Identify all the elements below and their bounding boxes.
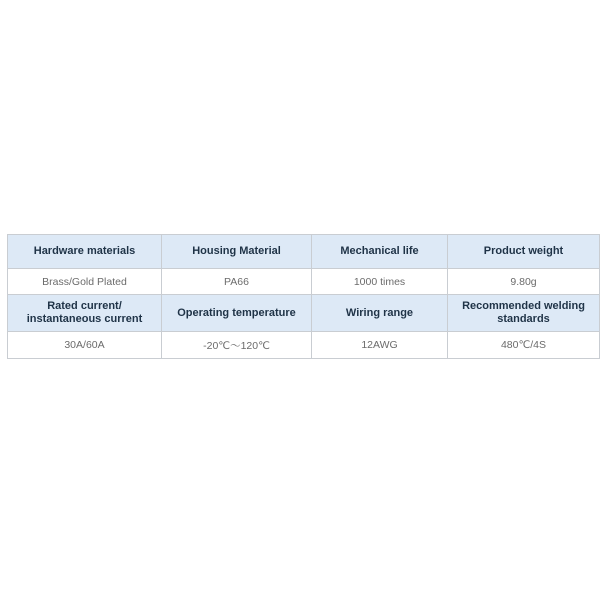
spec-table <box>7 234 600 359</box>
value-cell-hardware-materials: Brass/Gold Plated <box>8 269 162 295</box>
header-cell-welding-standards: Recommended welding standards <box>448 295 600 332</box>
value-cell-rated-current: 30A/60A <box>8 332 162 359</box>
spec-header-row <box>8 235 600 269</box>
value-cell-product-weight: 9.80g <box>448 269 600 295</box>
header-cell-housing-material: Housing Material <box>162 235 312 269</box>
header-cell-operating-temperature: Operating temperature <box>162 295 312 332</box>
value-cell-wiring-range: 12AWG <box>312 332 448 359</box>
value-cell-welding-standards: 480℃/4S <box>448 332 600 359</box>
spec-header-row <box>8 295 600 332</box>
header-cell-wiring-range: Wiring range <box>312 295 448 332</box>
spec-value-row <box>8 269 600 295</box>
header-cell-hardware-materials: Hardware materials <box>8 235 162 269</box>
value-cell-operating-temperature: -20℃～120℃ <box>162 332 312 359</box>
spec-value-row <box>8 332 600 359</box>
value-cell-mechanical-life: 1000 times <box>312 269 448 295</box>
header-cell-rated-current: Rated current/ instantaneous current <box>8 295 162 332</box>
header-cell-product-weight: Product weight <box>448 235 600 269</box>
header-cell-mechanical-life: Mechanical life <box>312 235 448 269</box>
value-cell-housing-material: PA66 <box>162 269 312 295</box>
